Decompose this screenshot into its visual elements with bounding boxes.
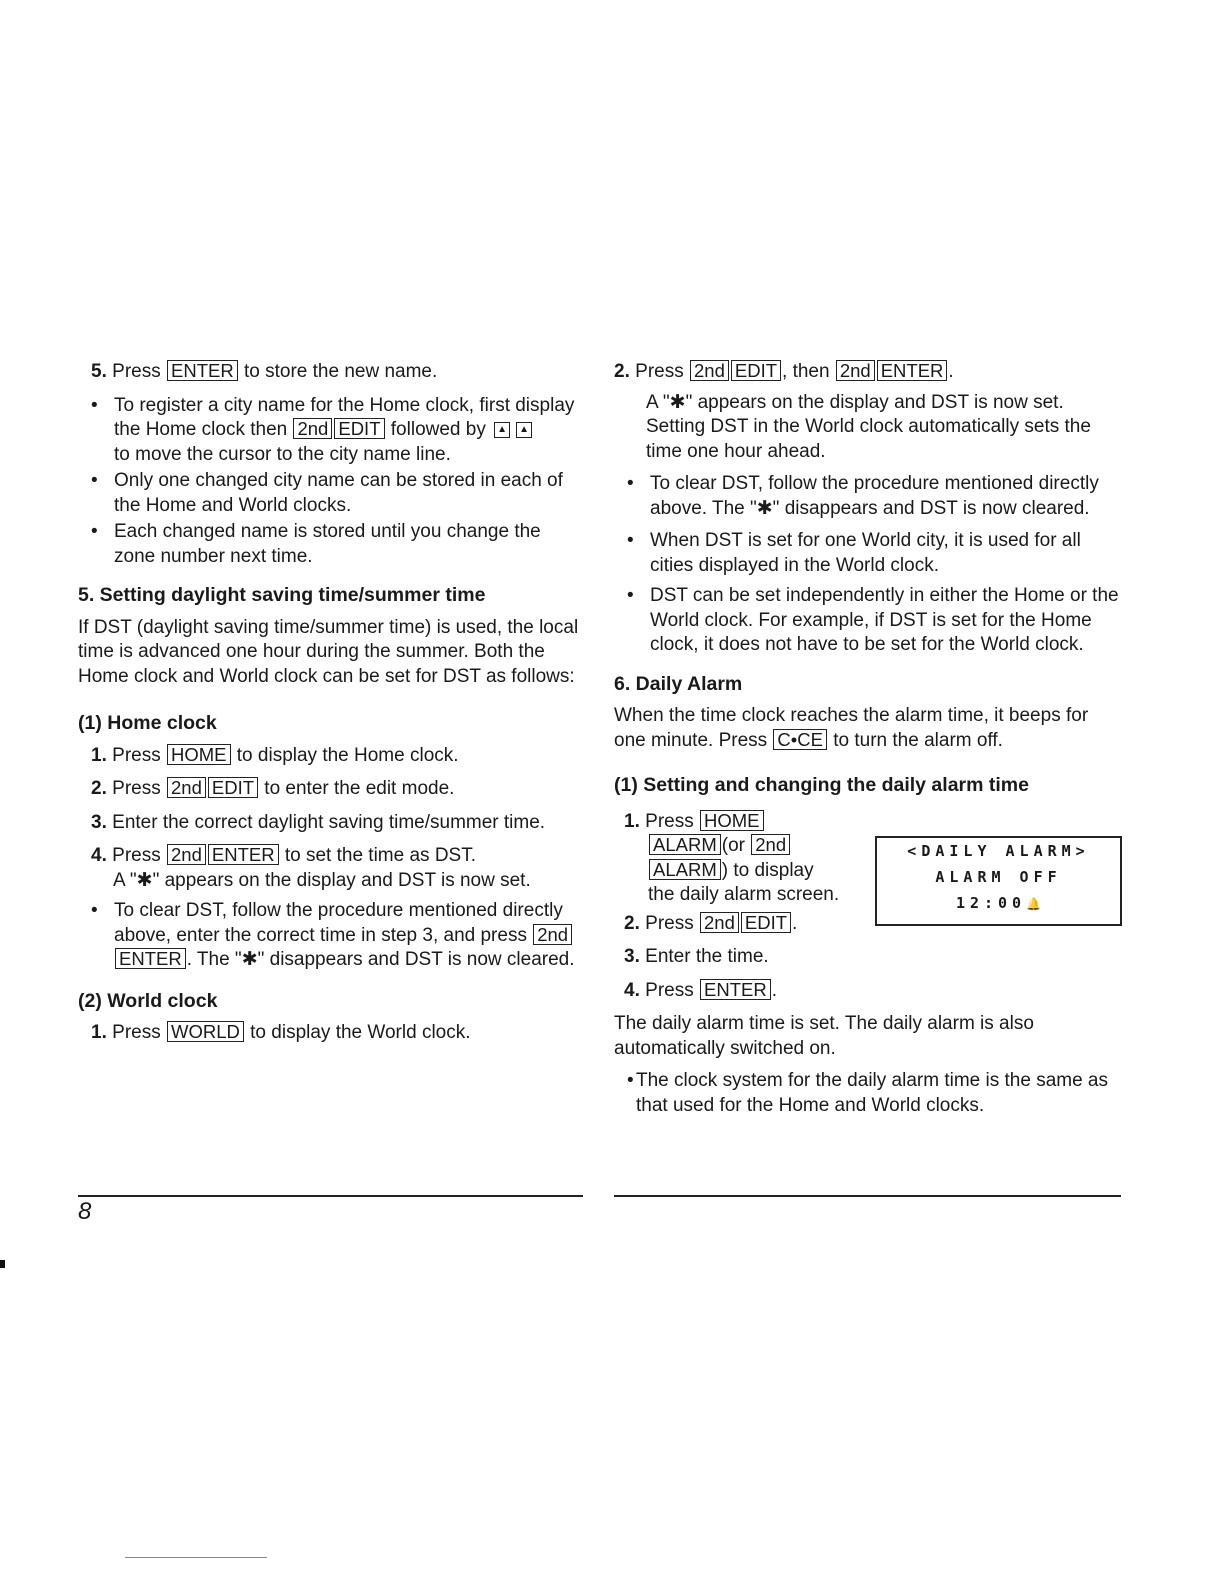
step: 2. Press 2nd EDIT , then 2nd ENTER . xyxy=(614,360,954,382)
step: 4. Press ENTER . xyxy=(624,978,777,1001)
paragraph: If DST (daylight saving time/summer time) is used, the local time is advanced one hour during the summer. Both the Home clock and World clock can be set for DST as follows: xyxy=(78,616,579,687)
step: 2. Press 2nd EDIT to enter the edit mode. xyxy=(91,777,455,799)
enter-key: ENTER xyxy=(167,360,238,381)
second-key: 2nd xyxy=(167,777,206,798)
enter-key: ENTER xyxy=(115,948,186,969)
lcd-line-title: <DAILY ALARM> xyxy=(907,842,1090,860)
enter-key: ENTER xyxy=(877,360,948,381)
second-key: 2nd xyxy=(690,360,729,381)
lcd-line-status: ALARM OFF xyxy=(935,868,1062,886)
lcd-line-time: 12:00🔔 xyxy=(955,894,1042,912)
edit-key: EDIT xyxy=(334,418,384,439)
second-key: 2nd xyxy=(751,834,790,855)
left-column xyxy=(78,360,586,1055)
subsection-heading: (1) Home clock xyxy=(78,712,217,734)
footer-rule-right xyxy=(614,1195,1121,1197)
step: 1. Press HOME to display the Home clock. xyxy=(91,743,459,766)
list-item: • Each changed name is stored until you change the zone number next time. xyxy=(78,520,586,569)
section-heading: 6. Daily Alarm xyxy=(614,672,743,695)
dst-star-icon: ✱ xyxy=(136,869,153,891)
section-heading: 5. Setting daylight saving time/summer time xyxy=(78,584,486,606)
second-key: 2nd xyxy=(836,360,875,381)
world-key: WORLD xyxy=(167,1021,244,1042)
paragraph: When the time clock reaches the alarm time, it beeps for one minute. Press C•CE to turn the alarm off. xyxy=(614,705,1089,751)
enter-key: ENTER xyxy=(700,979,771,1000)
list-item: • To register a city name for the Home clock, first display the Home clock then 2nd EDIT followed by ▲ ▲ to move the cursor to the city name line. xyxy=(78,394,586,468)
list-item: • The clock system for the daily alarm time is the same as that used for the Home and World clocks. xyxy=(614,1069,1124,1118)
lcd-display xyxy=(875,836,1122,926)
step: 1. Press WORLD to display the World clock. xyxy=(91,1021,471,1043)
up-arrow-key-icon: ▲ xyxy=(494,422,510,438)
cce-key: C•CE xyxy=(773,729,827,750)
home-key: HOME xyxy=(167,744,231,765)
dst-star-icon: ✱ xyxy=(756,497,773,519)
second-key: 2nd xyxy=(293,418,332,439)
list-item: • Only one changed city name can be stored in each of the Home and World clocks. xyxy=(78,469,586,518)
edit-key: EDIT xyxy=(208,777,258,798)
home-key: HOME xyxy=(700,810,764,831)
step: 3. Enter the correct daylight saving time/summer time. xyxy=(91,811,546,833)
paragraph: A "✱" appears on the display and DST is now set. Setting DST in the World clock automatically sets the time one hour ahead. xyxy=(646,391,1091,462)
page-number: 8 xyxy=(78,1198,92,1225)
second-key: 2nd xyxy=(700,912,739,933)
step-5: 5. Press ENTER to store the new name. xyxy=(91,360,438,382)
alarm-steps xyxy=(614,810,864,908)
alarm-key: ALARM xyxy=(649,834,721,855)
step: 4. Press 2nd ENTER to set the time as DST. A "✱" appears on the display and DST is now set. xyxy=(91,844,531,891)
edit-key: EDIT xyxy=(741,912,791,933)
subsection-heading: (2) World clock xyxy=(78,989,218,1012)
list-item: • When DST is set for one World city, it is used for all cities displayed in the World clock. xyxy=(614,529,1124,578)
scan-mark xyxy=(125,1557,267,1558)
footer-rule-left xyxy=(78,1195,583,1197)
alarm-key: ALARM xyxy=(649,859,721,880)
subsection-heading: (1) Setting and changing the daily alarm time xyxy=(614,774,1029,796)
scan-dot xyxy=(0,1260,5,1268)
bell-icon: 🔔 xyxy=(1026,897,1042,911)
step: 2. Press 2nd EDIT . xyxy=(624,911,798,934)
dst-star-icon: ✱ xyxy=(669,391,686,413)
second-key: 2nd xyxy=(533,924,572,945)
up-arrow-key-icon: ▲ xyxy=(516,422,532,438)
enter-key: ENTER xyxy=(208,844,279,865)
right-column xyxy=(614,360,1124,1120)
step: 3. Enter the time. xyxy=(624,946,769,967)
step: 1. Press HOME ALARM (or 2nd ALARM ) to display the daily alarm screen. xyxy=(624,809,840,905)
list-item: • To clear DST, follow the procedure mentioned directly above, enter the correct time in step 3, and press 2ndENTER . The "✱" disappears and DST is now cleared. xyxy=(78,899,586,973)
paragraph: The daily alarm time is set. The daily alarm is also automatically switched on. xyxy=(614,1013,1034,1059)
list-item: • To clear DST, follow the procedure mentioned directly above. The "✱" disappears and DST is now cleared. xyxy=(614,472,1124,521)
second-key: 2nd xyxy=(167,844,206,865)
edit-key: EDIT xyxy=(731,360,781,381)
list-item: • DST can be set independently in either the Home or the World clock. For example, if DST is set for the Home clock, it does not have to be set for the World clock. xyxy=(614,584,1124,658)
dst-star-icon: ✱ xyxy=(241,949,258,970)
